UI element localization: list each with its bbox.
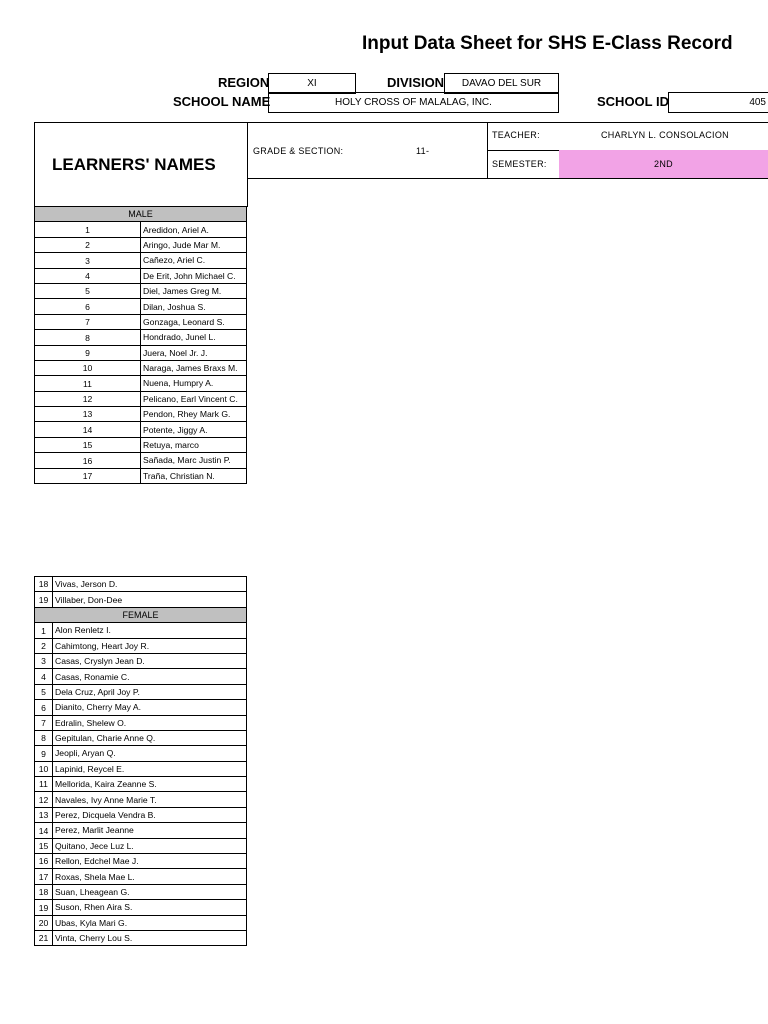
learner-name-cell[interactable]: Juera, Noel Jr. J. (141, 345, 247, 360)
row-number: 16 (35, 854, 53, 869)
table-row (35, 268, 247, 283)
teacher-value[interactable]: CHARLYN L. CONSOLACION (601, 130, 729, 140)
row-number: 4 (35, 268, 141, 283)
learner-name-cell[interactable]: Navales, Ivy Anne Marie T. (53, 792, 247, 807)
table-row (35, 330, 247, 345)
learner-name-cell[interactable]: Quitano, Jece Luz L. (53, 838, 247, 853)
school-name-field[interactable]: HOLY CROSS OF MALALAG, INC. (268, 92, 559, 113)
learner-name-cell[interactable]: Villaber, Don-Dee (53, 592, 247, 607)
grade-section-value[interactable]: 11- (416, 146, 430, 156)
learner-name-cell[interactable]: Jeopli, Aryan Q. (53, 746, 247, 761)
region-field[interactable]: XI (268, 73, 356, 94)
row-number: 13 (35, 807, 53, 822)
table-row (35, 638, 247, 653)
row-number: 9 (35, 746, 53, 761)
learner-name-cell[interactable]: Diel, James Greg M. (141, 283, 247, 298)
learner-name-cell[interactable]: Cañezo, Ariel C. (141, 253, 247, 268)
region-label: REGION (218, 75, 270, 90)
division-label: DIVISION (387, 75, 445, 90)
table-row (35, 376, 247, 391)
semester-value-cell[interactable] (559, 150, 768, 178)
divider (487, 150, 559, 151)
row-number: 2 (35, 237, 141, 252)
row-number: 4 (35, 669, 53, 684)
row-number: 10 (35, 360, 141, 375)
table-row (35, 730, 247, 745)
table-row (35, 299, 247, 314)
learner-name-cell[interactable]: Ubas, Kyla Mari G. (53, 915, 247, 930)
learner-name-cell[interactable]: Pendon, Rhey Mark G. (141, 407, 247, 422)
row-number: 17 (35, 869, 53, 884)
table-row (35, 422, 247, 437)
table-row (35, 854, 247, 869)
row-number: 7 (35, 715, 53, 730)
learner-name-cell[interactable]: Cahimtong, Heart Joy R. (53, 638, 247, 653)
section-header: MALE (35, 207, 247, 222)
learner-name-cell[interactable]: Perez, Dicquela Vendra B. (53, 807, 247, 822)
table-row (35, 623, 247, 638)
table-row (35, 237, 247, 252)
learner-name-cell[interactable]: Potente, Jiggy A. (141, 422, 247, 437)
page-title: Input Data Sheet for SHS E-Class Record (362, 33, 733, 54)
row-number: 8 (35, 730, 53, 745)
table-row (35, 345, 247, 360)
learner-name-cell[interactable]: Vivas, Jerson D. (53, 577, 247, 592)
row-number: 9 (35, 345, 141, 360)
section-header-row (35, 607, 247, 622)
row-number: 20 (35, 915, 53, 930)
table-row (35, 669, 247, 684)
learner-name-cell[interactable]: Traña, Christian N. (141, 468, 247, 483)
row-number: 15 (35, 437, 141, 452)
table-row (35, 930, 247, 945)
male-names-table (34, 206, 247, 484)
row-number: 14 (35, 422, 141, 437)
table-row (35, 253, 247, 268)
row-number: 14 (35, 823, 53, 838)
learner-name-cell[interactable]: Dianito, Cherry May A. (53, 700, 247, 715)
learner-name-cell[interactable]: Hondrado, Junel L. (141, 330, 247, 345)
row-number: 11 (35, 376, 141, 391)
learner-name-cell[interactable]: Roxas, Shela Mae L. (53, 869, 247, 884)
table-row (35, 577, 247, 592)
school-id-label: SCHOOL ID (597, 94, 669, 109)
learner-name-cell[interactable]: Dela Cruz, April Joy P. (53, 684, 247, 699)
table-row (35, 838, 247, 853)
table-row (35, 407, 247, 422)
table-row (35, 761, 247, 776)
learner-name-cell[interactable]: Rellon, Edchel Mae J. (53, 854, 247, 869)
semester-value: 2ND (654, 159, 673, 169)
table-row (35, 746, 247, 761)
row-number: 19 (35, 592, 53, 607)
table-row (35, 453, 247, 468)
table-row (35, 391, 247, 406)
row-number: 15 (35, 838, 53, 853)
table-row (35, 823, 247, 838)
row-number: 19 (35, 900, 53, 915)
learner-name-cell[interactable]: Lapinid, Reycel E. (53, 761, 247, 776)
learner-name-cell[interactable]: Casas, Cryslyn Jean D. (53, 653, 247, 668)
learner-name-cell[interactable]: Mellorida, Kaira Zeanne S. (53, 777, 247, 792)
table-row (35, 222, 247, 237)
school-name-label: SCHOOL NAME (173, 94, 271, 109)
learner-name-cell[interactable]: Suson, Rhen Aira S. (53, 900, 247, 915)
row-number: 8 (35, 330, 141, 345)
table-row (35, 715, 247, 730)
row-number: 17 (35, 468, 141, 483)
table-row (35, 915, 247, 930)
row-number: 3 (35, 253, 141, 268)
division-field[interactable]: DAVAO DEL SUR (444, 73, 559, 94)
semester-label: SEMESTER: (492, 159, 547, 169)
table-row (35, 807, 247, 822)
learner-name-cell[interactable]: Retuya, marco (141, 437, 247, 452)
row-number: 5 (35, 283, 141, 298)
learner-name-cell[interactable]: Naraga, James Braxs M. (141, 360, 247, 375)
table-row (35, 314, 247, 329)
row-number: 6 (35, 299, 141, 314)
row-number: 5 (35, 684, 53, 699)
learner-name-cell[interactable]: Aredidon, Ariel A. (141, 222, 247, 237)
learner-name-cell[interactable]: Pelicano, Earl Vincent C. (141, 391, 247, 406)
table-row (35, 869, 247, 884)
learner-name-cell[interactable]: Dilan, Joshua S. (141, 299, 247, 314)
table-row (35, 592, 247, 607)
row-number: 16 (35, 453, 141, 468)
table-row (35, 283, 247, 298)
table-row (35, 884, 247, 899)
row-number: 21 (35, 930, 53, 945)
table-row (35, 360, 247, 375)
school-id-field[interactable]: 405 (668, 92, 768, 113)
row-number: 3 (35, 653, 53, 668)
row-number: 12 (35, 391, 141, 406)
teacher-label: TEACHER: (492, 130, 540, 140)
learner-name-cell[interactable]: Perez, Marlit Jeanne (53, 823, 247, 838)
learner-name-cell[interactable]: Gonzaga, Leonard S. (141, 314, 247, 329)
row-number: 10 (35, 761, 53, 776)
row-number: 6 (35, 700, 53, 715)
grade-section-label: GRADE & SECTION: (253, 146, 344, 156)
learner-name-cell[interactable]: De Erit, John Michael C. (141, 268, 247, 283)
table-row (35, 653, 247, 668)
table-row (35, 684, 247, 699)
learner-name-cell[interactable]: Edralin, Shelew O. (53, 715, 247, 730)
row-number: 2 (35, 638, 53, 653)
table-row (35, 468, 247, 483)
learner-name-cell[interactable]: Sañada, Marc Justin P. (141, 453, 247, 468)
learner-name-cell[interactable]: Casas, Ronamie C. (53, 669, 247, 684)
row-number: 18 (35, 884, 53, 899)
row-number: 1 (35, 222, 141, 237)
table-row (35, 437, 247, 452)
row-number: 11 (35, 777, 53, 792)
table-row (35, 900, 247, 915)
learner-name-cell[interactable]: Suan, Lheagean G. (53, 884, 247, 899)
section-header: FEMALE (35, 607, 247, 622)
learner-name-cell[interactable]: Alon Renletz I. (53, 623, 247, 638)
learner-name-cell[interactable]: Aringo, Jude Mar M. (141, 237, 247, 252)
table-row (35, 792, 247, 807)
table-row (35, 777, 247, 792)
learners-names-title: LEARNERS' NAMES (52, 155, 216, 174)
learner-name-cell[interactable]: Vinta, Cherry Lou S. (53, 930, 247, 945)
row-number: 13 (35, 407, 141, 422)
table-row (35, 700, 247, 715)
learner-name-cell[interactable]: Gepitulan, Charie Anne Q. (53, 730, 247, 745)
row-number: 12 (35, 792, 53, 807)
row-number: 18 (35, 577, 53, 592)
learner-name-cell[interactable]: Nuena, Humpry A. (141, 376, 247, 391)
section-header-row (35, 207, 247, 222)
row-number: 7 (35, 314, 141, 329)
female-names-table (34, 576, 247, 946)
row-number: 1 (35, 623, 53, 638)
